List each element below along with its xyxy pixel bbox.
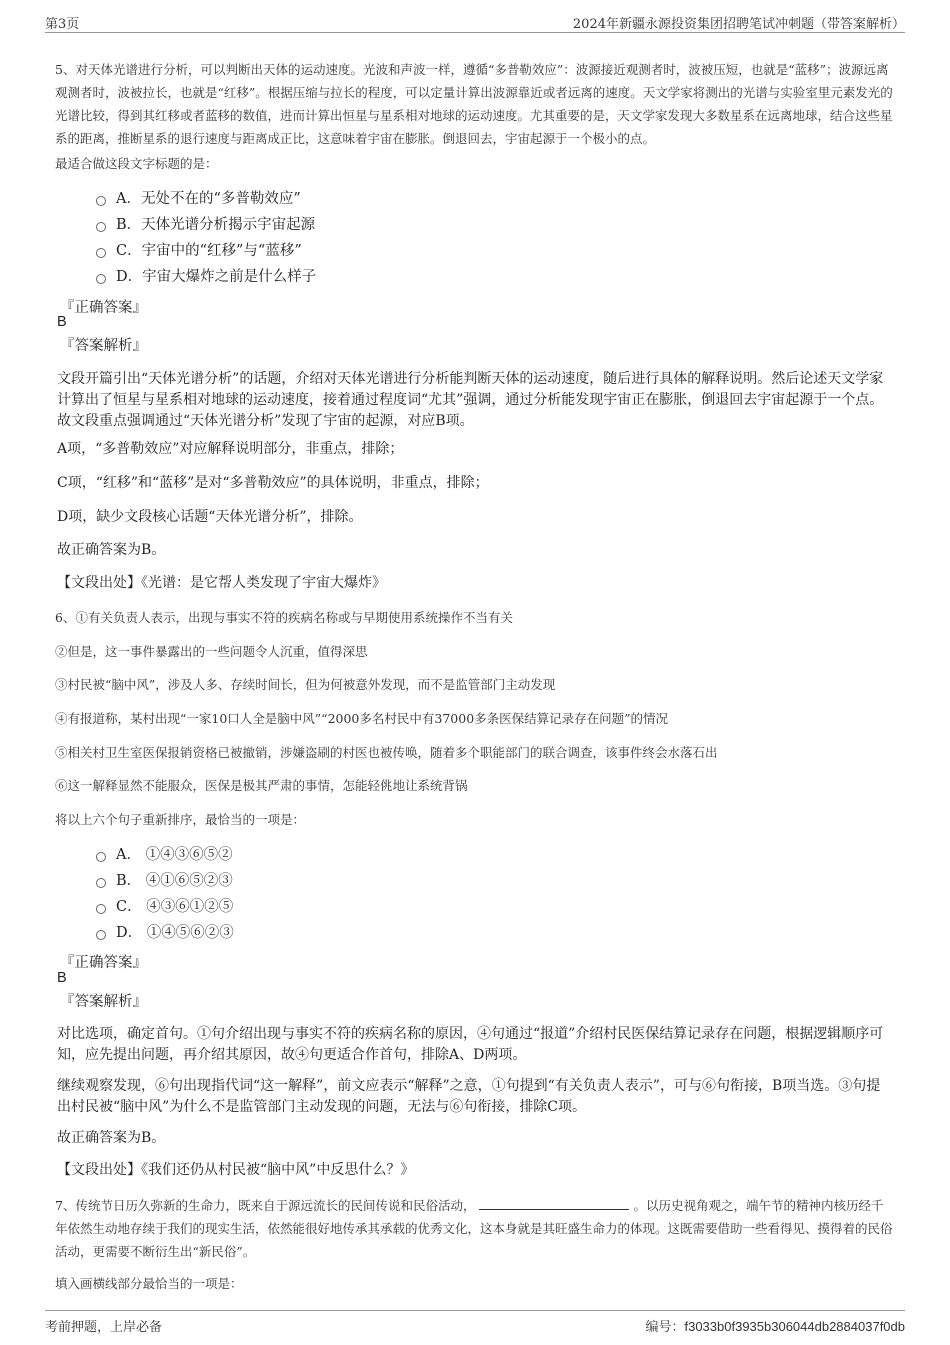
q6-options <box>96 842 234 946</box>
q5-option-a[interactable]: A．无处不在的“多普勒效应” <box>96 186 316 212</box>
q5-analysis-label: 『答案解析』 <box>60 338 147 354</box>
radio-icon[interactable] <box>96 222 106 232</box>
page-header <box>45 10 905 33</box>
radio-icon[interactable] <box>96 878 106 888</box>
q6-answer: B <box>57 970 67 986</box>
q5-stem: 5、对天体光谱进行分析，可以判断出天体的运动速度。光波和声波一样，遵循“多普勒效应”：波源接近观测者时，波被压短，也就是“蓝移”；波源远离观测者时，波被拉长，也就是“红移”。根据压缩与拉长的程度，可以定量计算出波源靠近或者远离的速度。天文学家将测出的光谱与实验室里元素发光的光谱比较，得到其红移或者蓝移的数值，进而计算出恒星与星系相对地球的运动速度。尤其重要的是，天文学家发现大多数星系在远离地球，结合这些星系的距离，推断星系的退行速度与距离成正比，这意味着宇宙在膨胀。倒退回去，宇宙起源于一个极小的点。 <box>55 62 893 146</box>
q6-option-b[interactable]: B． ④①⑥⑤②③ <box>96 868 234 894</box>
q6-analysis-p3: 故正确答案为B。 <box>57 1130 166 1146</box>
q6-answer-label: 『正确答案』 <box>60 955 147 971</box>
q5-options <box>96 186 316 290</box>
q7-stem: 7、传统节日历久弥新的生命力，既来自于源远流长的民间传说和民俗活动， 。以历史视角观之，端午节的精神内核历经千年依然生动地存续于我们的现实生活，依然能很好地传承其承载的优秀文化，这本身就是其旺盛生命力的体现。这既需要借助一些看得见、摸得着的民俗活动，更需要不断衍生出“新民俗”。 <box>55 1194 895 1263</box>
q5-answer-label: 『正确答案』 <box>60 300 147 316</box>
q6-sentence-1: 6、①有关负责人表示，出现与事实不符的疾病名称或与早期使用系统操作不当有关 <box>55 610 513 625</box>
q6-sentence-6: ⑥这一解释显然不能服众，医保是极其严肃的事情，怎能轻佻地让系统背锅 <box>55 778 468 793</box>
page-number: 第3页 <box>45 17 80 32</box>
q6-source: 【文段出处】《我们还仍从村民被“脑中风”中反思什么？》 <box>57 1162 415 1178</box>
q7-prompt: 填入画横线部分最恰当的一项是： <box>55 1276 243 1291</box>
q5-analysis-p3: C项，“红移”和“蓝移”是对“多普勒效应”的具体说明，非重点，排除； <box>57 475 489 491</box>
q5-analysis-p4: D项，缺少文段核心话题“天体光谱分析”，排除。 <box>57 509 363 525</box>
q6-analysis-label: 『答案解析』 <box>60 994 147 1010</box>
radio-icon[interactable] <box>96 852 106 862</box>
q5-option-b[interactable]: B．天体光谱分析揭示宇宙起源 <box>96 212 316 238</box>
q6-sentence-2: ②但是，这一事件暴露出的一些问题令人沉重，值得深思 <box>55 644 368 659</box>
radio-icon[interactable] <box>96 930 106 940</box>
q6-prompt: 将以上六个句子重新排序，最恰当的一项是： <box>55 812 306 827</box>
q5-prompt: 最适合做这段文字标题的是： <box>55 156 218 171</box>
document-code: 编号：f3033b0f3935b306044db2884037f0db <box>645 1319 905 1334</box>
q6-sentence-5: ⑤相关村卫生室医保报销资格已被撤销，涉嫌盗刷的村医也被传唤，随着多个职能部门的联合调查，该事件终会水落石出 <box>55 745 718 760</box>
radio-icon[interactable] <box>96 904 106 914</box>
q6-sentence-4: ④有报道称，某村出现“一家10口人全是脑中风”“2000多名村民中有37000多条医保结算记录存在问题”的情况 <box>55 711 669 726</box>
q5-analysis-p1: 文段开篇引出“天体光谱分析”的话题，介绍对天体光谱进行分析能判断天体的运动速度，随后进行具体的解释说明。然后论述天文学家计算出了恒星与星系相对地球的运动速度，接着通过程度词“尤其”强调，通过分析能发现宇宙正在膨胀，倒退回去宇宙起源于一个点。故文段重点强调通过“天体光谱分析”发现了宇宙的起源，对应B项。 <box>57 371 884 429</box>
page-footer <box>45 1310 905 1337</box>
q6-analysis-p1: 对比选项，确定首句。①句介绍出现与事实不符的疾病名称的原因，④句通过“报道”介绍村民医保结算记录存在问题，根据逻辑顺序可知，应先提出问题，再介绍其原因，故④句更适合作首句，排除A、D两项。 <box>57 1026 884 1063</box>
radio-icon[interactable] <box>96 196 106 206</box>
radio-icon[interactable] <box>96 248 106 258</box>
q5-option-c[interactable]: C．宇宙中的“红移”与“蓝移” <box>96 238 316 264</box>
q6-option-c[interactable]: C． ④③⑥①②⑤ <box>96 894 234 920</box>
radio-icon[interactable] <box>96 274 106 284</box>
q5-answer: B <box>57 314 67 330</box>
q5-analysis-p2: A项，“多普勒效应”对应解释说明部分，非重点，排除； <box>57 441 404 457</box>
q5-analysis-p5: 故正确答案为B。 <box>57 542 166 558</box>
q6-analysis-p2: 继续观察发现，⑥句出现指代词“这一解释”，前文应表示“解释”之意，①句提到“有关负责人表示”，可与⑥句衔接，B项当选。③句提出村民被“脑中风”为什么不是监管部门主动发现的问题，无法与⑥句衔接，排除C项。 <box>57 1078 881 1115</box>
footer-slogan: 考前押题，上岸必备 <box>45 1320 163 1335</box>
q5-option-d[interactable]: D．宇宙大爆炸之前是什么样子 <box>96 264 316 290</box>
q5-source: 【文段出处】《光谱：是它帮人类发现了宇宙大爆炸》 <box>57 575 386 591</box>
fill-blank[interactable] <box>479 1195 629 1210</box>
q6-sentence-3: ③村民被“脑中风”，涉及人多、存续时间长，但为何被意外发现，而不是监管部门主动发现 <box>55 677 556 692</box>
q6-option-a[interactable]: A． ①④③⑥⑤② <box>96 842 234 868</box>
q6-option-d[interactable]: D． ①④⑤⑥②③ <box>96 920 234 946</box>
document-title: 2024年新疆永源投资集团招聘笔试冲刺题（带答案解析） <box>572 17 905 32</box>
